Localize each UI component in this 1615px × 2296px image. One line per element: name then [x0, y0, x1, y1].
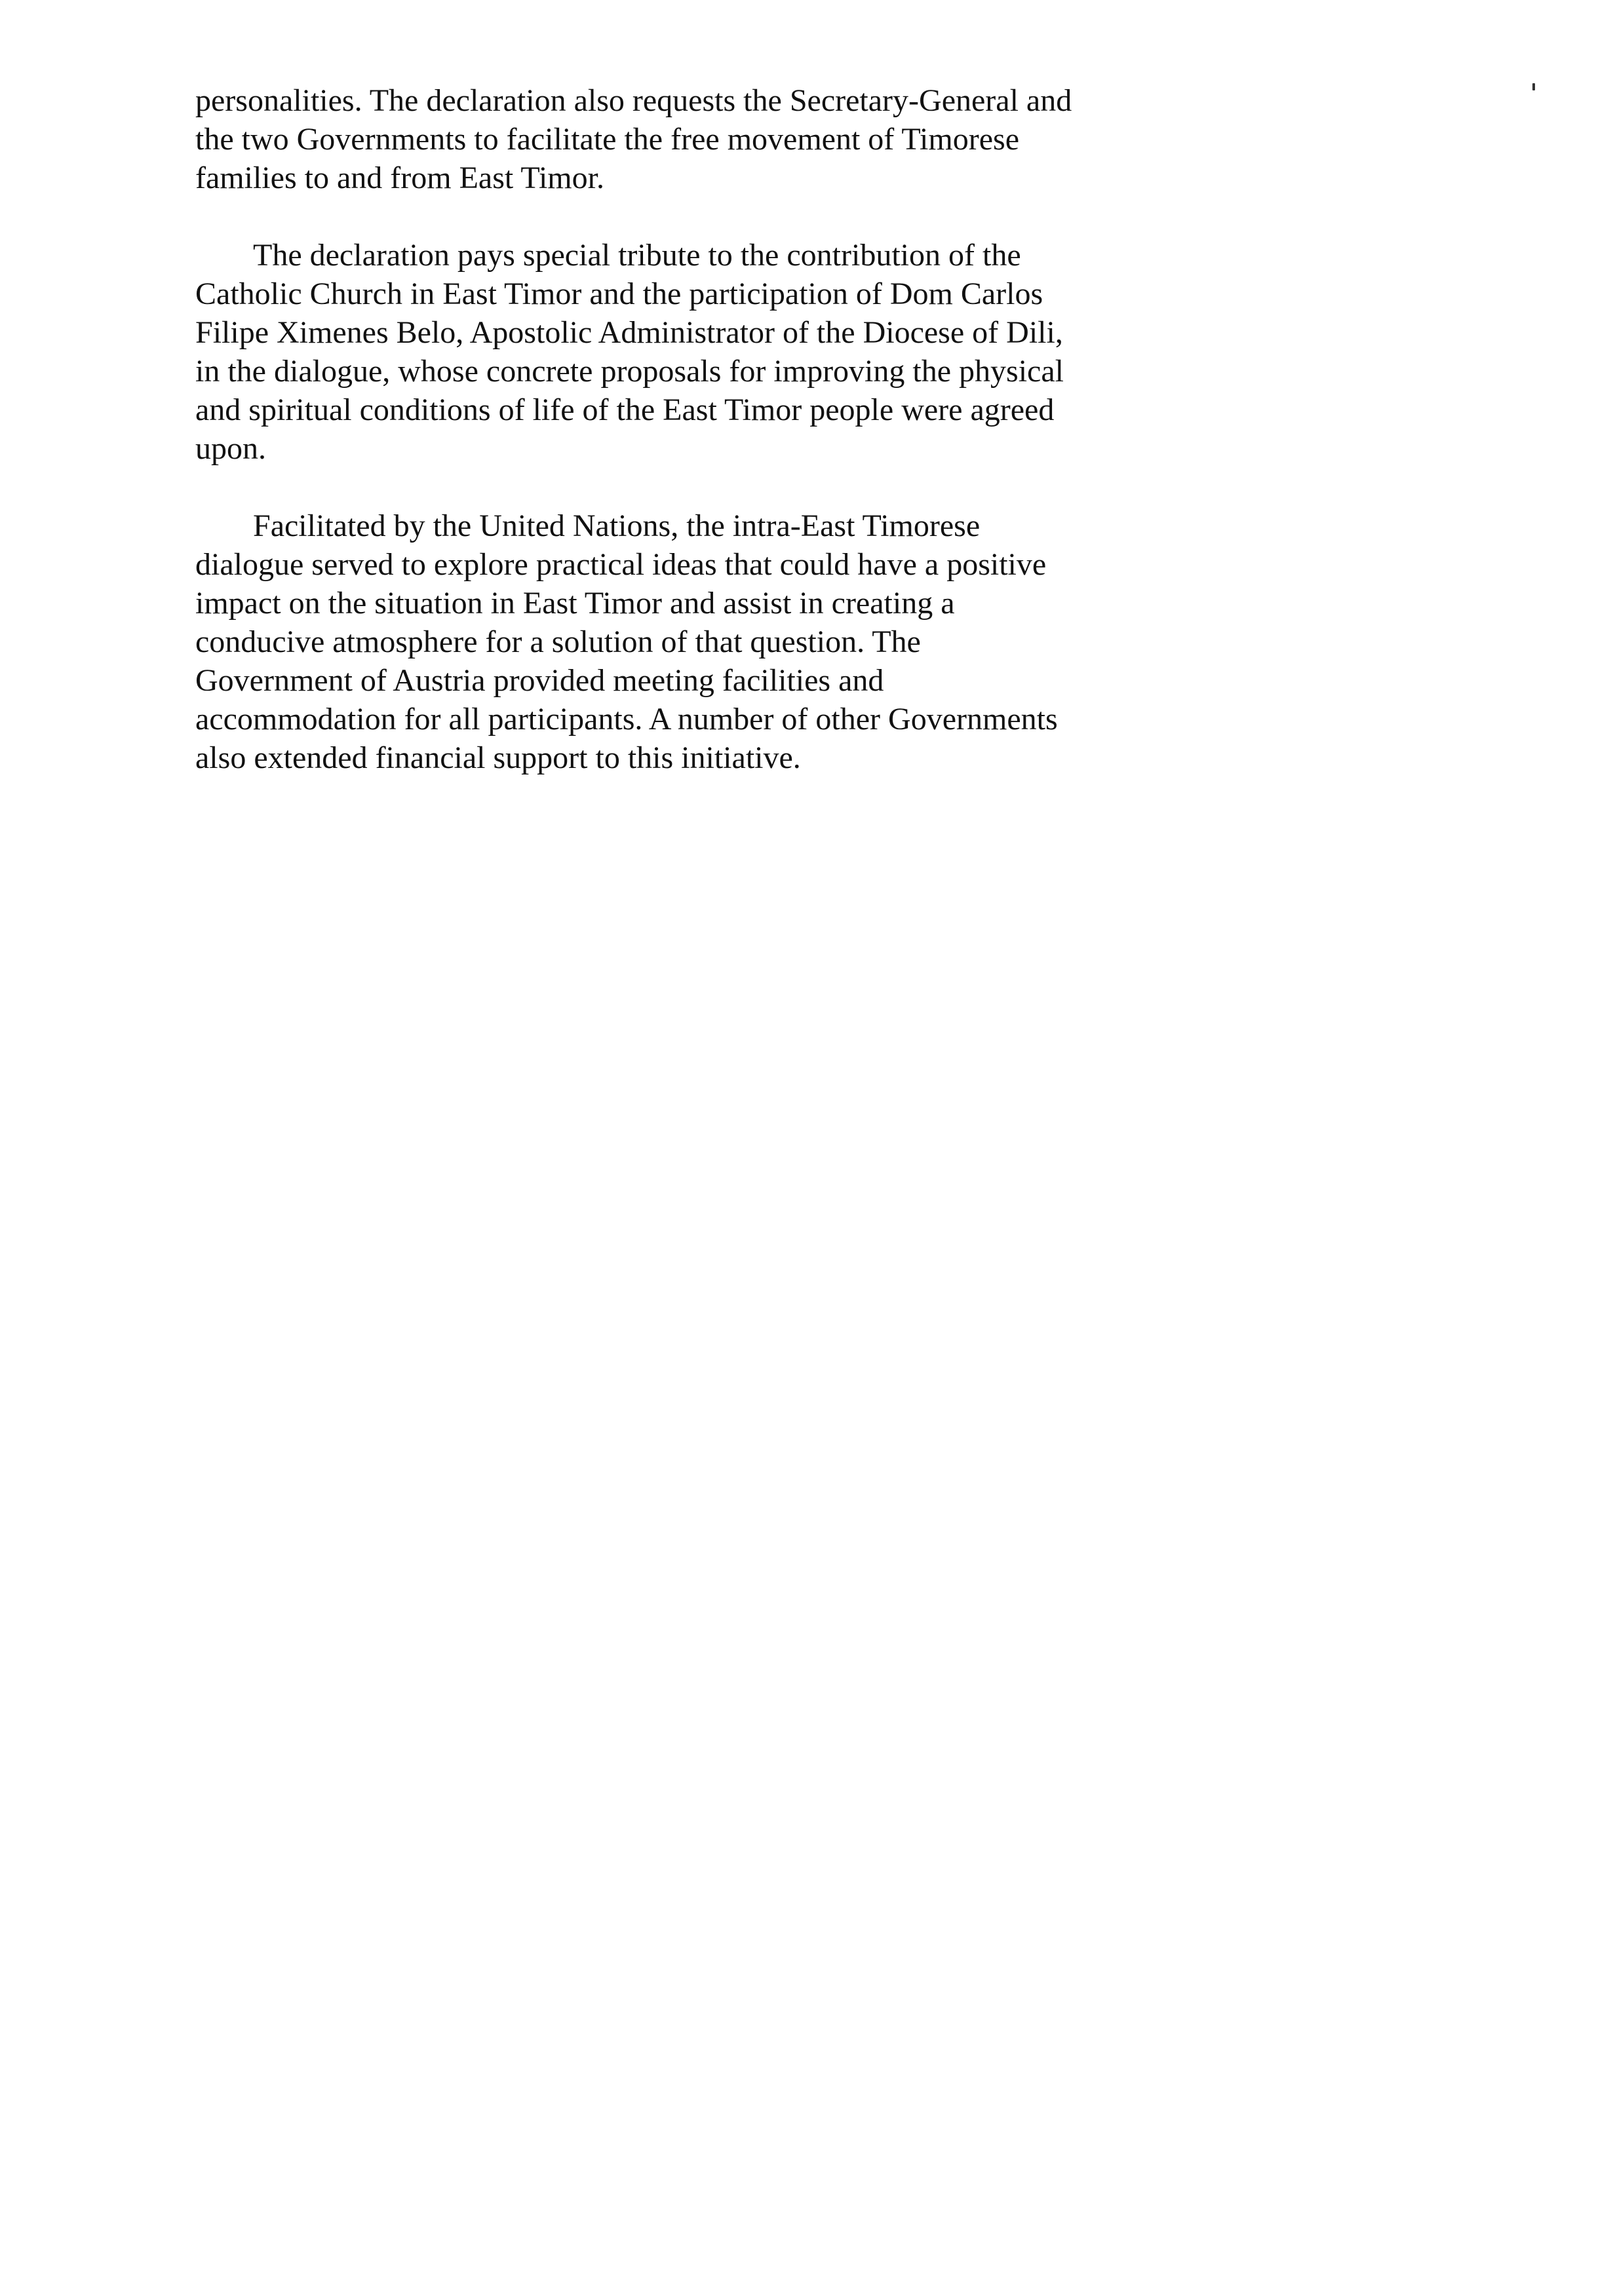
body-text — [195, 81, 1159, 816]
paragraph-3: Facilitated by the United Nations, the intra-East Timorese dialogue served to explore practical ideas that could have a positive impact on the situation in East Timor and assist in creating a conducive atmosphere for a solution of that question. The Government of Austria provided meeting facilities and accommodation for all participants. A number of other Governments also extended financial support to this initiative. — [195, 508, 1058, 775]
paragraph-2: The declaration pays special tribute to the contribution of the Catholic Church in East Timor and the participation of Dom Carlos Filipe Ximenes Belo, Apostolic Administrator of the Diocese of Dili, in the dialogue, whose concrete proposals for improving the physical and spiritual conditions of life of the East Timor people were agreed upon. — [195, 238, 1064, 466]
paragraph-1: personalities. The declaration also requests the Secretary-General and the two Governments to facilitate the free movement of Timorese families to and from East Timor. — [195, 83, 1072, 195]
scan-speck — [1532, 83, 1535, 90]
